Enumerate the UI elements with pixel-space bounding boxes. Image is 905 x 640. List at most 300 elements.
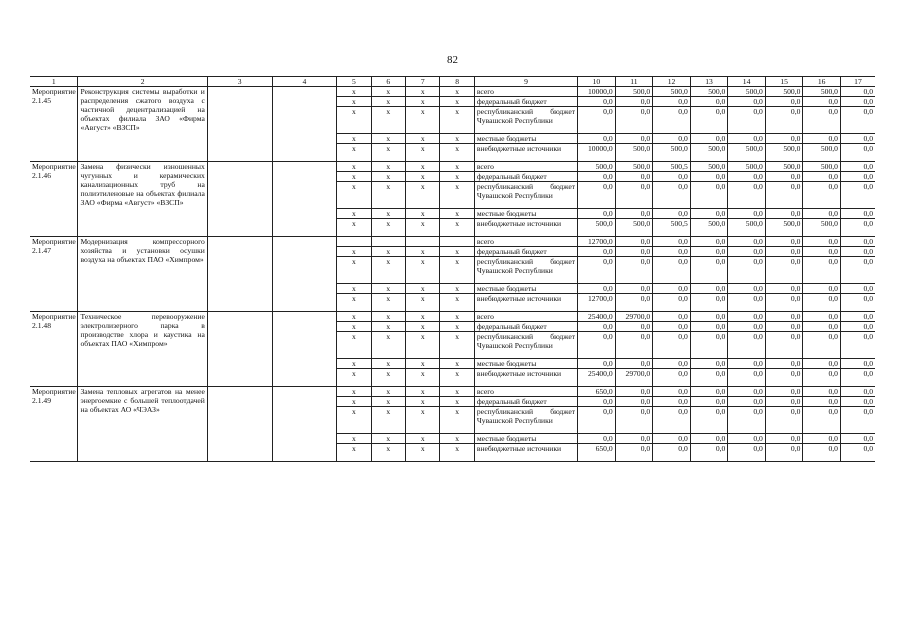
value-cell: 0,0 [690,444,728,462]
code-cell: x [337,209,371,219]
value-cell: 0,0 [765,107,803,134]
value-cell: 0,0 [690,407,728,434]
code-cell: x [337,397,371,407]
value-cell: 500,0 [690,219,728,237]
code-cell: x [337,247,371,257]
code-cell: x [371,322,405,332]
code-cell: x [371,257,405,284]
value-cell: 0,0 [728,97,766,107]
value-cell: 500,0 [728,219,766,237]
value-cell: 0,0 [615,237,653,247]
code-cell: x [337,332,371,359]
value-cell: 0,0 [803,134,841,144]
value-cell: 0,0 [653,172,691,182]
value-cell: 0,0 [803,284,841,294]
value-cell: 0,0 [803,444,841,462]
funding-source: республиканский бюджет Чувашской Республики [474,182,577,209]
measure-label: Мероприятие 2.1.49 [30,387,78,462]
value-cell: 500,0 [615,87,653,97]
header-cell: 6 [371,77,405,87]
funding-source: внебюджетные источники [474,144,577,162]
code-cell: x [406,257,440,284]
value-cell: 0,0 [690,257,728,284]
funding-source: внебюджетные источники [474,219,577,237]
code-cell: x [371,434,405,444]
code-cell: x [371,312,405,322]
value-cell: 0,0 [653,97,691,107]
funding-source: местные бюджеты [474,284,577,294]
value-cell: 0,0 [840,359,875,369]
code-cell: x [406,172,440,182]
value-cell: 500,0 [765,219,803,237]
value-cell: 0,0 [803,237,841,247]
value-cell: 0,0 [615,257,653,284]
value-cell: 0,0 [728,237,766,247]
value-cell: 500,5 [653,162,691,172]
value-cell: 0,0 [728,387,766,397]
code-cell: x [337,387,371,397]
measure-description: Реконструкция системы выработки и распределения сжатого воздуха с частичной децентрализацией на объектах филиала ЗАО «Фирма «Август» «ВЗСП» [78,87,207,162]
table-row [30,312,875,322]
value-cell: 0,0 [653,434,691,444]
code-cell: x [337,172,371,182]
funding-source: местные бюджеты [474,359,577,369]
value-cell: 0,0 [728,294,766,312]
value-cell: 0,0 [840,387,875,397]
empty-cell [272,312,337,387]
code-cell: x [406,107,440,134]
code-cell [337,237,371,247]
code-cell: x [406,87,440,97]
value-cell: 500,0 [690,87,728,97]
value-cell: 500,0 [765,162,803,172]
value-cell: 650,0 [578,444,616,462]
value-cell: 0,0 [803,294,841,312]
code-cell: x [371,284,405,294]
value-cell: 0,0 [728,407,766,434]
header-cell: 5 [337,77,371,87]
value-cell: 0,0 [765,407,803,434]
code-cell: x [337,407,371,434]
code-cell: x [371,397,405,407]
value-cell: 0,0 [803,332,841,359]
value-cell: 500,0 [615,144,653,162]
value-cell: 0,0 [803,359,841,369]
value-cell: 500,0 [615,162,653,172]
value-cell: 0,0 [690,312,728,322]
value-cell: 650,0 [578,387,616,397]
value-cell: 0,0 [803,209,841,219]
value-cell: 0,0 [578,332,616,359]
code-cell: x [440,219,474,237]
value-cell: 0,0 [765,182,803,209]
value-cell: 0,0 [578,134,616,144]
value-cell: 0,0 [653,397,691,407]
code-cell: x [406,434,440,444]
code-cell: x [406,359,440,369]
empty-cell [207,312,272,387]
code-cell: x [337,97,371,107]
funding-source: местные бюджеты [474,209,577,219]
code-cell: x [371,247,405,257]
value-cell: 0,0 [653,107,691,134]
value-cell: 0,0 [690,247,728,257]
code-cell: x [371,294,405,312]
code-cell: x [337,162,371,172]
code-cell: x [371,134,405,144]
budget-table [30,76,875,462]
value-cell: 0,0 [765,387,803,397]
value-cell: 0,0 [765,134,803,144]
value-cell: 0,0 [840,322,875,332]
code-cell: x [337,322,371,332]
code-cell: x [337,107,371,134]
value-cell: 0,0 [728,284,766,294]
table-row [30,387,875,397]
measure-description: Замена тепловых агрегатов на менее энергоемкие с большей теплоотдачей на объектах АО «ЧЭАЗ» [78,387,207,462]
header-cell: 1 [30,77,78,87]
value-cell: 0,0 [803,257,841,284]
code-cell [371,237,405,247]
code-cell: x [371,107,405,134]
value-cell: 0,0 [728,107,766,134]
value-cell: 0,0 [840,407,875,434]
code-cell: x [371,444,405,462]
value-cell: 500,0 [765,144,803,162]
value-cell: 0,0 [765,397,803,407]
value-cell: 0,0 [653,387,691,397]
value-cell: 0,0 [728,434,766,444]
code-cell: x [440,134,474,144]
value-cell: 0,0 [840,219,875,237]
code-cell: x [440,257,474,284]
header-cell: 13 [690,77,728,87]
value-cell: 500,0 [653,87,691,97]
value-cell: 0,0 [728,312,766,322]
value-cell: 0,0 [690,237,728,247]
header-cell: 14 [728,77,766,87]
table-row [30,162,875,172]
value-cell: 10000,0 [578,87,616,97]
value-cell: 0,0 [578,247,616,257]
value-cell: 0,0 [840,397,875,407]
value-cell: 0,0 [840,257,875,284]
value-cell: 0,0 [728,182,766,209]
value-cell: 10000,0 [578,144,616,162]
value-cell: 0,0 [615,107,653,134]
code-cell: x [371,359,405,369]
funding-source: федеральный бюджет [474,322,577,332]
code-cell: x [406,182,440,209]
value-cell: 0,0 [615,444,653,462]
code-cell: x [440,359,474,369]
empty-cell [207,87,272,162]
value-cell: 0,0 [728,134,766,144]
code-cell: x [406,322,440,332]
measure-label: Мероприятие 2.1.47 [30,237,78,312]
value-cell: 0,0 [840,332,875,359]
value-cell: 0,0 [840,444,875,462]
value-cell: 0,0 [653,237,691,247]
measure-description: Техническое перевооружение электролизерного парка в производстве хлора и каустика на объектах ПАО «Химпром» [78,312,207,387]
value-cell: 0,0 [840,369,875,387]
code-cell: x [337,359,371,369]
value-cell: 500,0 [653,144,691,162]
code-cell: x [440,87,474,97]
code-cell: x [371,162,405,172]
value-cell: 0,0 [653,322,691,332]
value-cell: 0,0 [653,209,691,219]
empty-cell [272,387,337,462]
value-cell: 0,0 [765,444,803,462]
code-cell: x [440,144,474,162]
value-cell: 0,0 [615,134,653,144]
value-cell: 0,0 [653,407,691,434]
value-cell: 0,0 [653,257,691,284]
funding-source: республиканский бюджет Чувашской Республики [474,407,577,434]
value-cell: 0,0 [765,434,803,444]
value-cell: 0,0 [765,97,803,107]
header-row [30,77,875,87]
header-cell: 2 [78,77,207,87]
value-cell: 0,0 [765,322,803,332]
value-cell: 25400,0 [578,369,616,387]
code-cell: x [440,172,474,182]
funding-source: внебюджетные источники [474,444,577,462]
value-cell: 0,0 [803,397,841,407]
code-cell: x [440,444,474,462]
empty-cell [207,162,272,237]
empty-cell [272,162,337,237]
header-cell: 7 [406,77,440,87]
funding-source: федеральный бюджет [474,247,577,257]
code-cell: x [406,312,440,322]
code-cell: x [371,219,405,237]
funding-source: внебюджетные источники [474,294,577,312]
value-cell: 0,0 [690,332,728,359]
table-row [30,237,875,247]
value-cell: 0,0 [803,369,841,387]
code-cell: x [371,369,405,387]
value-cell: 0,0 [615,322,653,332]
code-cell: x [406,294,440,312]
header-cell: 9 [474,77,577,87]
value-cell: 0,0 [578,107,616,134]
funding-source: федеральный бюджет [474,97,577,107]
measure-label: Мероприятие 2.1.46 [30,162,78,237]
code-cell: x [440,107,474,134]
code-cell: x [440,284,474,294]
code-cell: x [371,182,405,209]
code-cell: x [337,369,371,387]
value-cell: 0,0 [840,237,875,247]
code-cell: x [440,209,474,219]
value-cell: 0,0 [615,172,653,182]
header-cell: 10 [578,77,616,87]
value-cell: 0,0 [653,359,691,369]
value-cell: 0,0 [765,312,803,322]
value-cell: 0,0 [615,407,653,434]
funding-source: федеральный бюджет [474,172,577,182]
value-cell: 0,0 [578,397,616,407]
value-cell: 500,0 [728,87,766,97]
value-cell: 12700,0 [578,294,616,312]
value-cell: 0,0 [765,172,803,182]
value-cell: 0,0 [578,209,616,219]
value-cell: 0,0 [728,247,766,257]
code-cell: x [337,444,371,462]
code-cell: x [440,322,474,332]
value-cell: 500,0 [803,87,841,97]
value-cell: 0,0 [653,332,691,359]
value-cell: 0,0 [840,144,875,162]
value-cell: 500,0 [803,144,841,162]
value-cell: 500,0 [690,144,728,162]
code-cell: x [337,284,371,294]
funding-source: федеральный бюджет [474,397,577,407]
value-cell: 0,0 [840,107,875,134]
value-cell: 0,0 [765,332,803,359]
value-cell: 25400,0 [578,312,616,322]
value-cell: 0,0 [615,182,653,209]
value-cell: 12700,0 [578,237,616,247]
code-cell: x [406,284,440,294]
header-cell: 4 [272,77,337,87]
funding-source: внебюджетные источники [474,369,577,387]
value-cell: 0,0 [840,284,875,294]
code-cell: x [406,387,440,397]
code-cell: x [406,144,440,162]
value-cell: 500,0 [765,87,803,97]
code-cell: x [337,219,371,237]
funding-source: всего [474,312,577,322]
value-cell: 0,0 [765,294,803,312]
value-cell: 0,0 [840,134,875,144]
value-cell: 0,0 [615,387,653,397]
value-cell: 0,0 [615,97,653,107]
value-cell: 0,0 [728,322,766,332]
code-cell: x [406,407,440,434]
code-cell: x [406,369,440,387]
value-cell: 0,0 [578,172,616,182]
value-cell: 0,0 [765,284,803,294]
funding-source: всего [474,162,577,172]
value-cell: 0,0 [578,322,616,332]
value-cell: 0,0 [840,97,875,107]
value-cell: 0,0 [653,294,691,312]
code-cell: x [440,294,474,312]
empty-cell [272,237,337,312]
value-cell: 0,0 [765,257,803,284]
code-cell: x [406,134,440,144]
value-cell: 0,0 [765,209,803,219]
value-cell: 0,0 [615,332,653,359]
value-cell: 0,0 [615,247,653,257]
code-cell: x [371,332,405,359]
value-cell: 0,0 [578,182,616,209]
value-cell: 500,0 [690,162,728,172]
value-cell: 0,0 [578,407,616,434]
value-cell: 0,0 [653,369,691,387]
code-cell: x [337,182,371,209]
code-cell: x [371,144,405,162]
value-cell: 0,0 [765,369,803,387]
empty-cell [272,87,337,162]
code-cell: x [371,209,405,219]
code-cell: x [371,97,405,107]
header-cell: 16 [803,77,841,87]
code-cell: x [337,434,371,444]
table-row [30,87,875,97]
funding-source: всего [474,237,577,247]
funding-source: местные бюджеты [474,434,577,444]
value-cell: 0,0 [690,359,728,369]
value-cell: 0,0 [765,247,803,257]
value-cell: 0,0 [653,284,691,294]
header-cell: 3 [207,77,272,87]
value-cell: 0,0 [690,182,728,209]
value-cell: 0,0 [765,359,803,369]
measure-label: Мероприятие 2.1.45 [30,87,78,162]
code-cell: x [337,312,371,322]
value-cell: 0,0 [615,359,653,369]
value-cell: 0,0 [690,134,728,144]
value-cell: 0,0 [840,87,875,97]
header-cell: 11 [615,77,653,87]
value-cell: 0,0 [653,247,691,257]
code-cell: x [440,312,474,322]
value-cell: 0,0 [653,312,691,322]
code-cell: x [406,209,440,219]
code-cell: x [371,172,405,182]
value-cell: 0,0 [615,397,653,407]
value-cell: 0,0 [690,172,728,182]
value-cell: 0,0 [690,322,728,332]
value-cell: 0,0 [690,294,728,312]
code-cell: x [406,97,440,107]
code-cell: x [406,219,440,237]
code-cell: x [406,397,440,407]
value-cell: 0,0 [615,434,653,444]
value-cell: 0,0 [578,284,616,294]
value-cell: 0,0 [803,172,841,182]
funding-source: всего [474,87,577,97]
value-cell: 0,0 [728,332,766,359]
value-cell: 0,0 [840,209,875,219]
value-cell: 29700,0 [615,369,653,387]
code-cell [440,237,474,247]
value-cell: 500,0 [728,162,766,172]
value-cell: 0,0 [803,312,841,322]
value-cell: 0,0 [728,369,766,387]
code-cell: x [337,294,371,312]
code-cell: x [440,434,474,444]
value-cell: 0,0 [690,397,728,407]
value-cell: 0,0 [803,97,841,107]
value-cell: 0,0 [653,182,691,209]
code-cell: x [406,162,440,172]
value-cell: 500,5 [653,219,691,237]
measure-description: Модернизация компрессорного хозяйства и установки осушки воздуха на объектах ПАО «Химпром» [78,237,207,312]
value-cell: 500,0 [728,144,766,162]
value-cell: 0,0 [803,182,841,209]
code-cell: x [440,332,474,359]
header-cell: 17 [840,77,875,87]
value-cell: 0,0 [690,369,728,387]
value-cell: 500,0 [578,162,616,172]
value-cell: 0,0 [840,434,875,444]
value-cell: 0,0 [803,322,841,332]
